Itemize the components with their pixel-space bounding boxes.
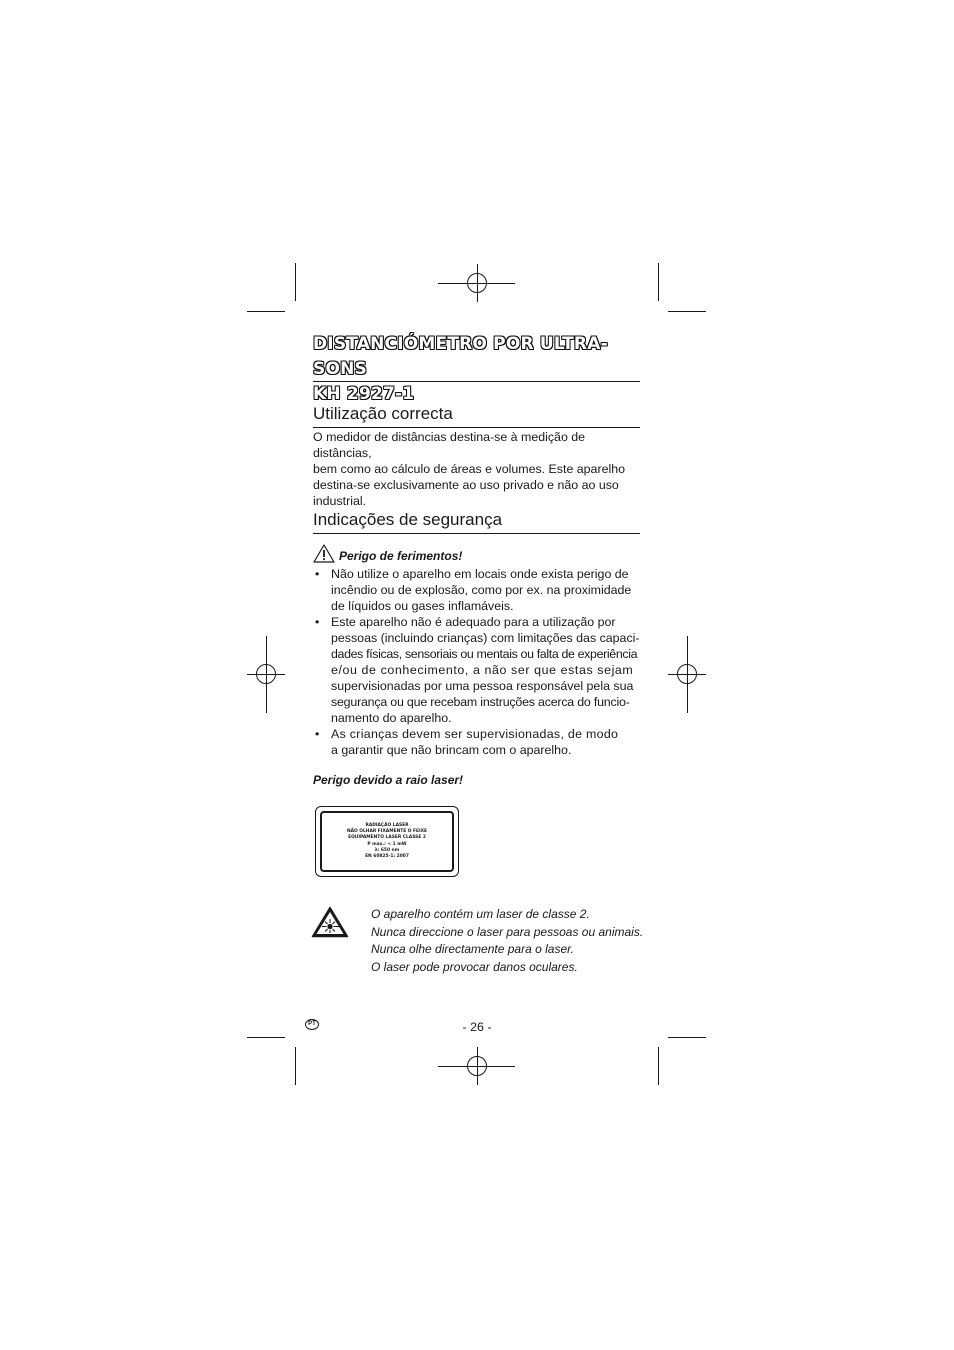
text-line: industrial. (313, 494, 367, 508)
text-line: dades físicas, sensoriais ou mentais ou falta de experiência (331, 647, 638, 661)
title-line-2: KH 2927-1 (313, 384, 415, 404)
safety-bullet-list (313, 566, 640, 758)
label-line: λ: 650 nm (374, 847, 400, 853)
text-line: O medidor de distâncias destina-se à medição de distâncias, (313, 430, 586, 460)
text-line: bem como ao cálculo de áreas e volumes. Este aparelho (313, 462, 626, 476)
label-line: P max.: < 1 mW (367, 841, 407, 847)
crop-mark (247, 311, 285, 312)
label-line: EN 60825-1: 2007 (365, 854, 409, 860)
text-line: supervisionadas por uma pessoa responsável pela sua (331, 679, 634, 693)
section-heading-safety: Indicações de segurança (313, 509, 640, 534)
text-line: destina-se exclusivamente ao uso privado e não ao uso (313, 478, 619, 492)
label-line: NÃO OLHAR FIXAMENTE O FEIXE (346, 828, 428, 834)
warning-triangle-icon (313, 544, 335, 563)
note-line: Nunca direccione o laser para pessoas ou animais. (371, 924, 644, 939)
list-item (313, 726, 640, 758)
language-badge: PT (305, 1019, 319, 1030)
list-item (313, 614, 640, 726)
title-line-1: DISTANCIÓMETRO POR ULTRA-SONS (313, 334, 608, 379)
warning-title: Perigo de ferimentos! (339, 549, 463, 563)
note-line: O aparelho contém um laser de classe 2. (371, 907, 590, 921)
text-line: segurança ou que recebam instruções acerca do funcio- (331, 695, 630, 709)
note-line: O laser pode provocar danos oculares. (371, 959, 578, 974)
note-line: Nunca olhe directamente para o laser. (371, 942, 575, 956)
crop-mark (668, 311, 706, 312)
intended-use-text (313, 429, 640, 509)
text-line: Não utilize o aparelho em locais onde exista perigo de (331, 567, 629, 581)
text-line: pessoas (incluindo crianças) com limitações das capaci- (331, 631, 640, 645)
text-line: e/ou de conhecimento, a não ser que estas sejam (331, 663, 634, 677)
page-number: - 26 - (462, 1020, 492, 1034)
bullet-marker: • (315, 615, 320, 629)
text-line: incêndio ou de explosão, como por ex. na proximidade (331, 583, 632, 597)
label-line: EQUIPAMENTO LASER CLASSE 2 (348, 835, 426, 841)
text-line: a garantir que não brincam com o aparelho. (331, 743, 572, 757)
text-line: As crianças devem ser supervisionadas, de modo (331, 727, 619, 741)
title-divider (313, 381, 640, 382)
crop-mark (658, 1047, 659, 1085)
injury-warning-heading (313, 544, 640, 564)
label-line: RADIAÇÃO LASER (365, 822, 409, 828)
text-line: de líquidos ou gases inflamáveis. (331, 599, 514, 613)
text-line: Este aparelho não é adequado para a utilização por (331, 615, 616, 629)
crop-mark (295, 263, 296, 301)
laser-hazard-icon (311, 906, 349, 938)
crop-mark (668, 1037, 706, 1038)
crop-mark (295, 1047, 296, 1085)
laser-class-label (315, 806, 459, 877)
laser-safety-notes (371, 906, 643, 976)
crop-mark (247, 1037, 285, 1038)
section-heading-intended-use: Utilização correcta (313, 403, 640, 428)
laser-warning-heading: Perigo devido a raio laser! (313, 773, 464, 787)
page-title (313, 332, 640, 407)
text-line: namento do aparelho. (331, 711, 452, 725)
bullet-marker: • (315, 567, 320, 581)
crop-mark (658, 263, 659, 301)
list-item (313, 566, 640, 614)
laser-label-content (320, 811, 454, 872)
bullet-marker: • (315, 727, 320, 741)
